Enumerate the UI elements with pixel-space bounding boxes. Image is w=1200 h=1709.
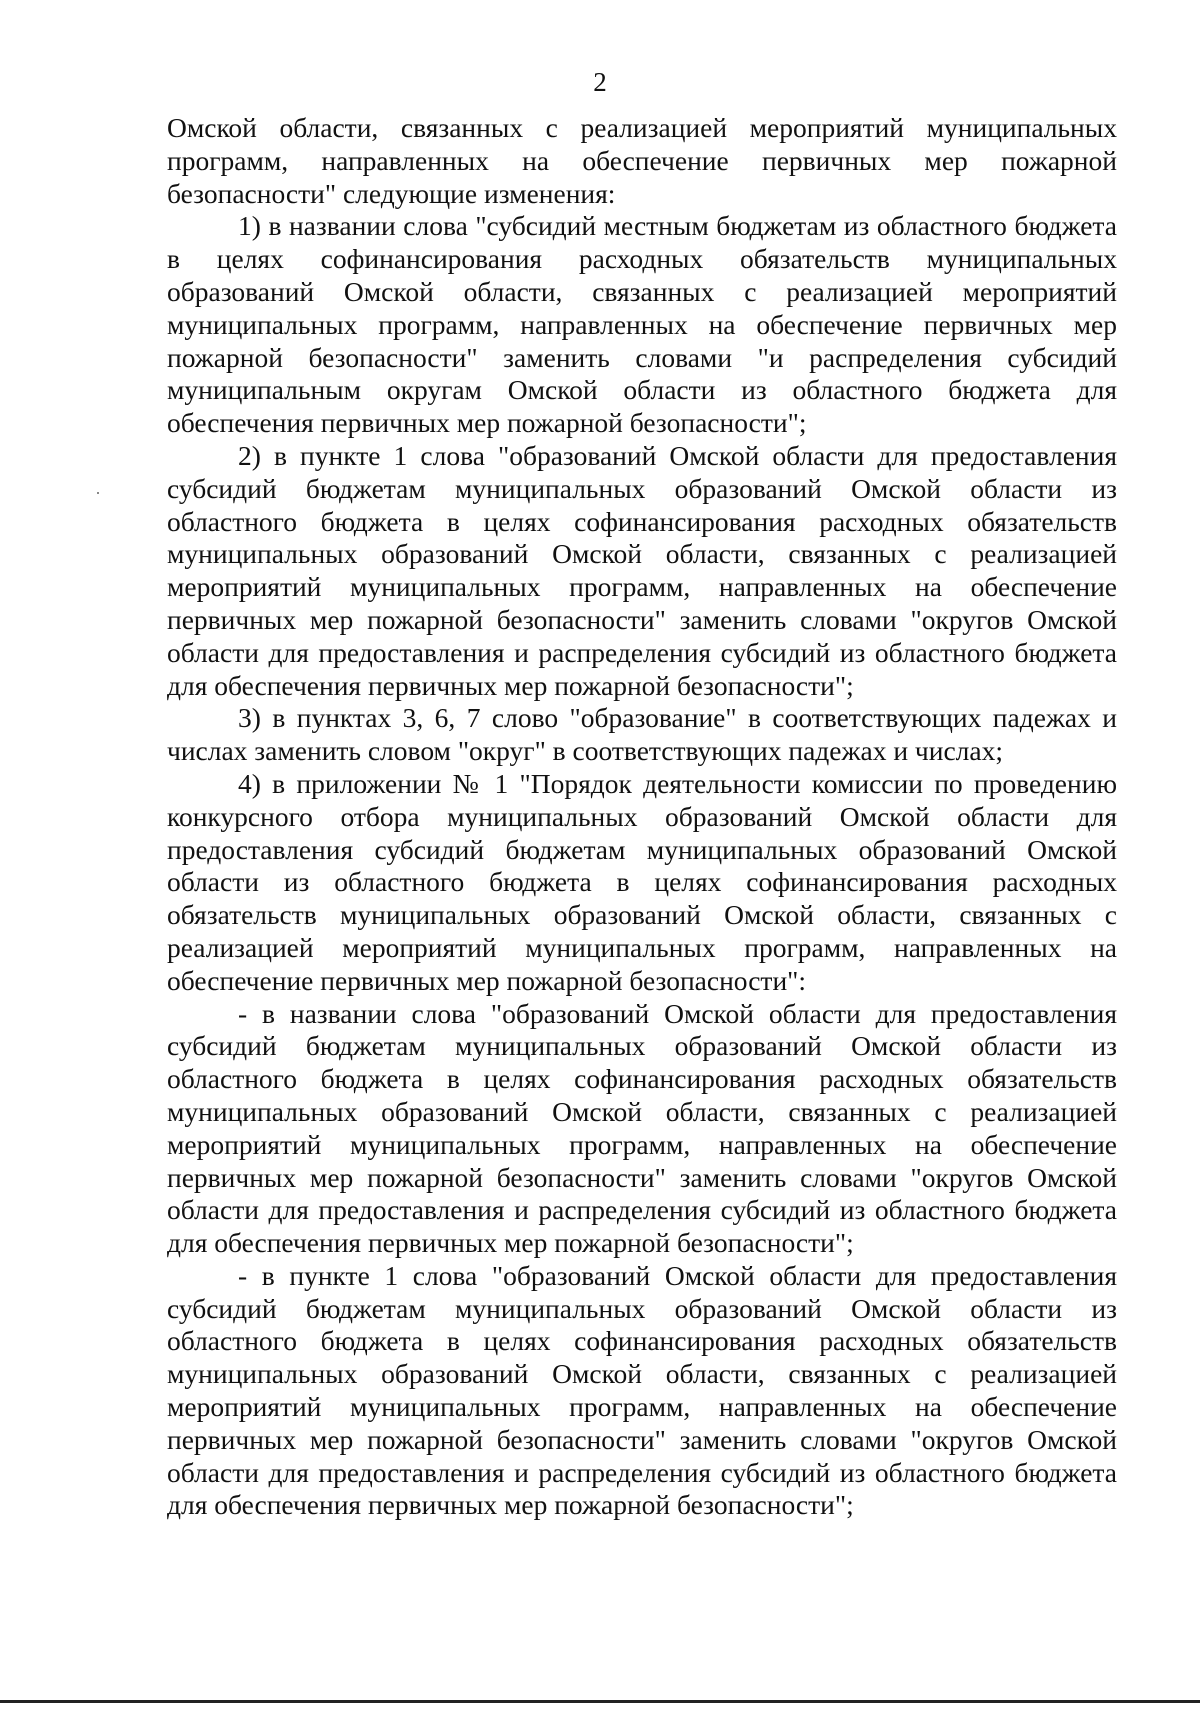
paragraph-item-3: 3) в пунктах 3, 6, 7 слово "образование" в соответствующих падежах и числах заменить словом "округ" в соответствующих падежах и числах; bbox=[167, 702, 1117, 767]
paragraph-item-1: 1) в названии слова "субсидий местным бюджетам из областного бюджета в целях софинансирования расходных обязательств муниципальных образований Омской области, связанных с реализацией мероприятий муниципальных программ, направленных на обеспечение первичных мер пожарной безопасности" заменить словами "и распределения субсидий муниципальным округам Омской области из областного бюджета для обеспечения первичных мер пожарной безопасности"; bbox=[167, 210, 1117, 439]
paragraph-subitem-point-1-change: - в пункте 1 слова "образований Омской области для предоставления субсидий бюджетам муниципальных образований Омской области из областного бюджета в целях софинансирования расходных обязательств муниципальных образований Омской области, связанных с реализацией мероприятий муниципальных программ, направленных на обеспечение первичных мер пожарной безопасности" заменить словами "округов Омской области для предоставления и распределения субсидий из областного бюджета для обеспечения первичных мер пожарной безопасности"; bbox=[167, 1259, 1117, 1521]
paragraph-subitem-title-change: - в названии слова "образований Омской области для предоставления субсидий бюджетам муниципальных образований Омской области из областного бюджета в целях софинансирования расходных обязательств муниципальных образований Омской области, связанных с реализацией мероприятий муниципальных программ, направленных на обеспечение первичных мер пожарной безопасности" заменить словами "округов Омской области для предоставления и распределения субсидий из областного бюджета для обеспечения первичных мер пожарной безопасности"; bbox=[167, 997, 1117, 1259]
paragraph-intro-continuation: Омской области, связанных с реализацией мероприятий муниципальных программ, направленных на обеспечение первичных мер пожарной безопасности" следующие изменения: bbox=[167, 112, 1117, 209]
paragraph-item-4: 4) в приложении № 1 "Порядок деятельности комиссии по проведению конкурсного отбора муниципальных образований Омской области для предоставления субсидий бюджетам муниципальных образований Омской области из областного бюджета в целях софинансирования расходных обязательств муниципальных образований Омской области, связанных с реализацией мероприятий муниципальных программ, направленных на обеспечение первичных мер пожарной безопасности": bbox=[167, 767, 1117, 996]
page-bottom-edge bbox=[0, 1700, 1200, 1703]
scan-artifact-dot bbox=[97, 492, 99, 494]
paragraph-item-2: 2) в пункте 1 слова "образований Омской области для предоставления субсидий бюджетам муниципальных образований Омской области из областного бюджета в целях софинансирования расходных обязательств муниципальных образований Омской области, связанных с реализацией мероприятий муниципальных программ, направленных на обеспечение первичных мер пожарной безопасности" заменить словами "округов Омской области для предоставления и распределения субсидий из областного бюджета для обеспечения первичных мер пожарной безопасности"; bbox=[167, 439, 1117, 701]
document-body bbox=[167, 112, 1117, 1522]
page-number: 2 bbox=[593, 67, 607, 97]
